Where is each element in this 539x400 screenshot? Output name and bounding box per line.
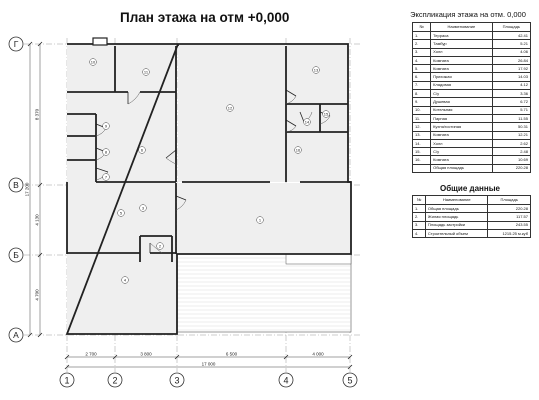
floor-area (67, 253, 177, 334)
row-area: 6.72 (492, 98, 530, 106)
dimension-value: 4 700 (34, 289, 40, 301)
row-area: 14.03 (492, 73, 530, 81)
row-number: 6. (413, 73, 431, 81)
row-name: Общая площадь (425, 205, 488, 213)
general-data-title: Общие данные (440, 184, 500, 193)
row-number: 7. (413, 81, 431, 89)
axis-number-label: 3 (174, 375, 180, 386)
room-number: 14 (304, 119, 310, 125)
row-number: 3. (413, 48, 431, 56)
row-name: Комната (431, 131, 493, 139)
row-name: Комната (431, 156, 493, 164)
terrace-deck (177, 254, 351, 332)
row-area: 117.57 (488, 213, 531, 221)
table-header-cell: № (413, 196, 426, 205)
row-area: 50.31 (492, 123, 530, 131)
axis-letter-label: В (13, 180, 19, 191)
terrace-step (286, 254, 351, 264)
row-number: 1. (413, 32, 431, 40)
room-number: 16 (295, 147, 301, 153)
row-area: 5.21 (492, 40, 530, 48)
row-number: 8. (413, 90, 431, 98)
row-name: Комната (431, 65, 493, 73)
row-area: 2.62 (492, 139, 530, 147)
row-name: Прихожая (431, 73, 493, 81)
row-area: 26.84 (492, 56, 530, 64)
row-number: 14. (413, 139, 431, 147)
dimension-value: 8 370 (34, 108, 40, 121)
floor-area (177, 183, 351, 254)
row-name: Площадь застройки (425, 221, 488, 229)
dimension-value: 4 000 (312, 351, 324, 357)
row-name: Парная (431, 114, 493, 122)
axis-number-label: 1 (64, 375, 70, 386)
room-number: 3 (141, 205, 145, 211)
row-number: 2. (413, 213, 426, 221)
axis-number-label: 4 (283, 375, 289, 386)
room-number: 15 (323, 111, 329, 117)
table-header-cell: № (413, 23, 431, 32)
row-number: 15. (413, 148, 431, 156)
row-number: 16. (413, 156, 431, 164)
row-number: 10. (413, 106, 431, 114)
row-number: 2. (413, 40, 431, 48)
row-name: Холл (431, 139, 493, 147)
row-area: 2.48 (492, 148, 530, 156)
row-name: Холл (431, 48, 493, 56)
table-header-cell: Наименование (425, 196, 488, 205)
row-number: 3. (413, 221, 426, 229)
total-value: 220.28 (492, 164, 530, 172)
axis-letter-label: Г (13, 39, 19, 50)
explication-title: Экспликация этажа на отм. 0,000 (410, 10, 526, 19)
room-number: 9 (104, 123, 108, 129)
row-name: Терраса (431, 32, 493, 40)
axis-letter-label: А (13, 330, 19, 341)
room-number: 8 (104, 149, 108, 155)
dimension-total: 17 200 (24, 182, 30, 197)
row-area: 4.06 (492, 48, 530, 56)
dimension-value: 3 800 (140, 351, 152, 357)
row-number: 9. (413, 98, 431, 106)
row-name: Жилая площадь (425, 213, 488, 221)
row-area: 11.55 (492, 114, 530, 122)
row-name: Тамбур (431, 40, 493, 48)
row-number: 13. (413, 131, 431, 139)
dimension-total: 17 000 (201, 361, 216, 367)
row-area: 1215.25 м.куб (488, 229, 531, 237)
row-area: 3.36 (492, 90, 530, 98)
axis-number-label: 5 (347, 375, 353, 386)
row-area: 42.41 (492, 32, 530, 40)
row-area: 4.12 (492, 81, 530, 89)
row-area: 10.69 (492, 156, 530, 164)
row-number: 4. (413, 56, 431, 64)
room-number: 5 (119, 210, 123, 216)
dimension-value: 6 500 (225, 351, 238, 357)
axis-number-label: 2 (112, 375, 118, 386)
row-number: 11. (413, 114, 431, 122)
row-area: 5.71 (492, 106, 530, 114)
page-title: План этажа на отм +0,000 (120, 10, 290, 25)
row-area: 12.21 (492, 131, 530, 139)
floor-area (178, 44, 285, 182)
row-area: 17.92 (492, 65, 530, 73)
table-header-cell: Наименование (431, 23, 493, 32)
row-number: 4. (413, 229, 426, 237)
axis-letter-label: Б (13, 250, 19, 261)
row-name: Душевая (431, 98, 493, 106)
row-name: С/у (431, 148, 493, 156)
dimension-value: 4 130 (34, 214, 40, 226)
room-number: 4 (123, 277, 127, 283)
room-number: 1 (258, 217, 262, 223)
row-name: Кухня/гостиная (431, 123, 493, 131)
floor-area (286, 44, 348, 182)
row-area: 243.55 (488, 221, 531, 229)
room-number: 2 (158, 243, 162, 249)
dimension-value: 2 700 (85, 351, 97, 357)
row-number: 1. (413, 205, 426, 213)
room-number: 12 (227, 105, 233, 111)
row-name: Строительный объем (425, 229, 488, 237)
row-name: Кладовая (431, 81, 493, 89)
row-name: С/у (431, 90, 493, 98)
room-number: 13 (313, 67, 319, 73)
row-name: Котельная (431, 106, 493, 114)
table-header-cell: Площадь (492, 23, 530, 32)
room-number: 11 (143, 69, 149, 75)
row-number: 12. (413, 123, 431, 131)
room-number: 10 (90, 59, 96, 65)
room-number: 7 (104, 174, 108, 180)
chimney (93, 38, 107, 45)
row-name: Комната (431, 56, 493, 64)
room-number: 6 (140, 147, 144, 153)
row-area: 220.28 (488, 205, 531, 213)
row-number: 5. (413, 65, 431, 73)
total-label: Общая площадь (431, 164, 493, 172)
table-header-cell: Площадь (488, 196, 531, 205)
